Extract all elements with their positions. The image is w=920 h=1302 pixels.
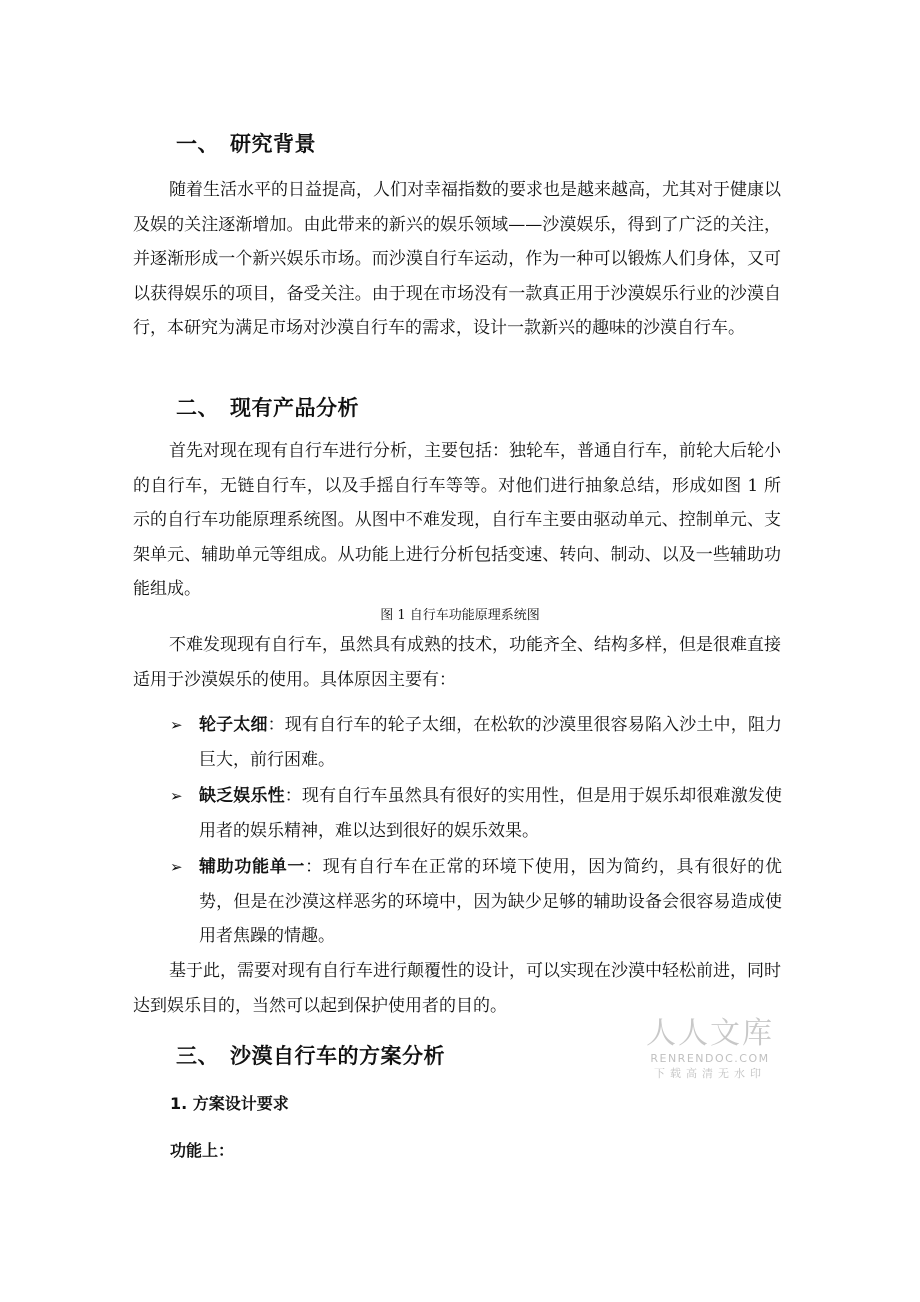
bullet-text: ：现有自行车虽然具有很好的实用性，但是用于娱乐却很难激发使用者的娱乐精神，难以达到很好的娱乐效果。 (199, 786, 783, 841)
paragraph-problems-intro: 不难发现现有自行车，虽然具有成熟的技术，功能齐全、结构多样，但是很难直接适用于沙漠娱乐的使用。具体原因主要有： (133, 635, 781, 690)
list-item (170, 708, 782, 777)
watermark-domain: RENRENDOC.COM (650, 1052, 770, 1065)
arrow-bullet-icon: ➢ (170, 716, 183, 734)
subsection-heading: 1. 方案设计要求 (170, 1094, 289, 1113)
bullet-term: 轮子太细 (199, 715, 268, 735)
subsection-label: 功能上： (170, 1141, 235, 1160)
bullet-term: 辅助功能单一 (199, 857, 306, 877)
paragraph-conclusion: 基于此，需要对现有自行车进行颠覆性的设计，可以实现在沙漠中轻松前进，同时达到娱乐目的，当然可以起到保护使用者的目的。 (133, 961, 781, 1016)
section-title: 沙漠自行车的方案分析 (230, 1044, 445, 1068)
bullet-text: ：现有自行车的轮子太细，在松软的沙漠里很容易陷入沙土中，阻力巨大，前行困难。 (199, 715, 783, 770)
section-title: 现有产品分析 (230, 396, 359, 420)
paragraph-research-background: 随着生活水平的日益提高，人们对幸福指数的要求也是越来越高，尤其对于健康以及娱的关注逐渐增加。由此带来的新兴的娱乐领域——沙漠娱乐，得到了广泛的关注，并逐渐形成一个新兴娱乐市场。而沙漠自行车运动，作为一种可以锻炼人们身体，又可以获得娱乐的项目，备受关注。由于现在市场没有一款真正用于沙漠娱乐行业的沙漠自行，本研究为满足市场对沙漠自行车的需求，设计一款新兴的趣味的沙漠自行车。 (133, 180, 781, 338)
watermark-name: 人人文库 (646, 1016, 774, 1051)
figure-caption: 图 1 自行车功能原理系统图 (380, 608, 540, 623)
section-number: 一、 (176, 132, 219, 156)
paragraph-product-analysis: 首先对现在现有自行车进行分析，主要包括：独轮车，普通自行车，前轮大后轮小的自行车，无链自行车，以及手摇自行车等等。对他们进行抽象总结，形成如图 1 所示的自行车功能原理系统图。从图中不难发现，自行车主要由驱动单元、控制单元、支架单元、辅助单元等组成。从功能上进行分析包括变速、转向、制动、以及一些辅助功能组成。 (133, 441, 781, 599)
watermark-tagline: 下载高清无水印 (654, 1067, 766, 1080)
section-title: 研究背景 (230, 132, 316, 156)
bullet-term: 缺乏娱乐性 (199, 786, 285, 806)
problem-list (170, 708, 782, 956)
section-heading-1 (176, 128, 316, 158)
arrow-bullet-icon: ➢ (170, 858, 183, 876)
section-number: 二、 (176, 396, 219, 420)
section-heading-3 (176, 1040, 445, 1070)
list-item (170, 779, 782, 848)
section-number: 三、 (176, 1044, 219, 1068)
watermark-logo (640, 1016, 780, 1082)
bullet-text: ：现有自行车在正常的环境下使用，因为简约，具有很好的优势，但是在沙漠这样恶劣的环境中，因为缺少足够的辅助设备会很容易造成使用者焦躁的情趣。 (199, 857, 782, 946)
section-heading-2 (176, 392, 359, 422)
arrow-bullet-icon: ➢ (170, 787, 183, 805)
list-item (170, 850, 782, 954)
